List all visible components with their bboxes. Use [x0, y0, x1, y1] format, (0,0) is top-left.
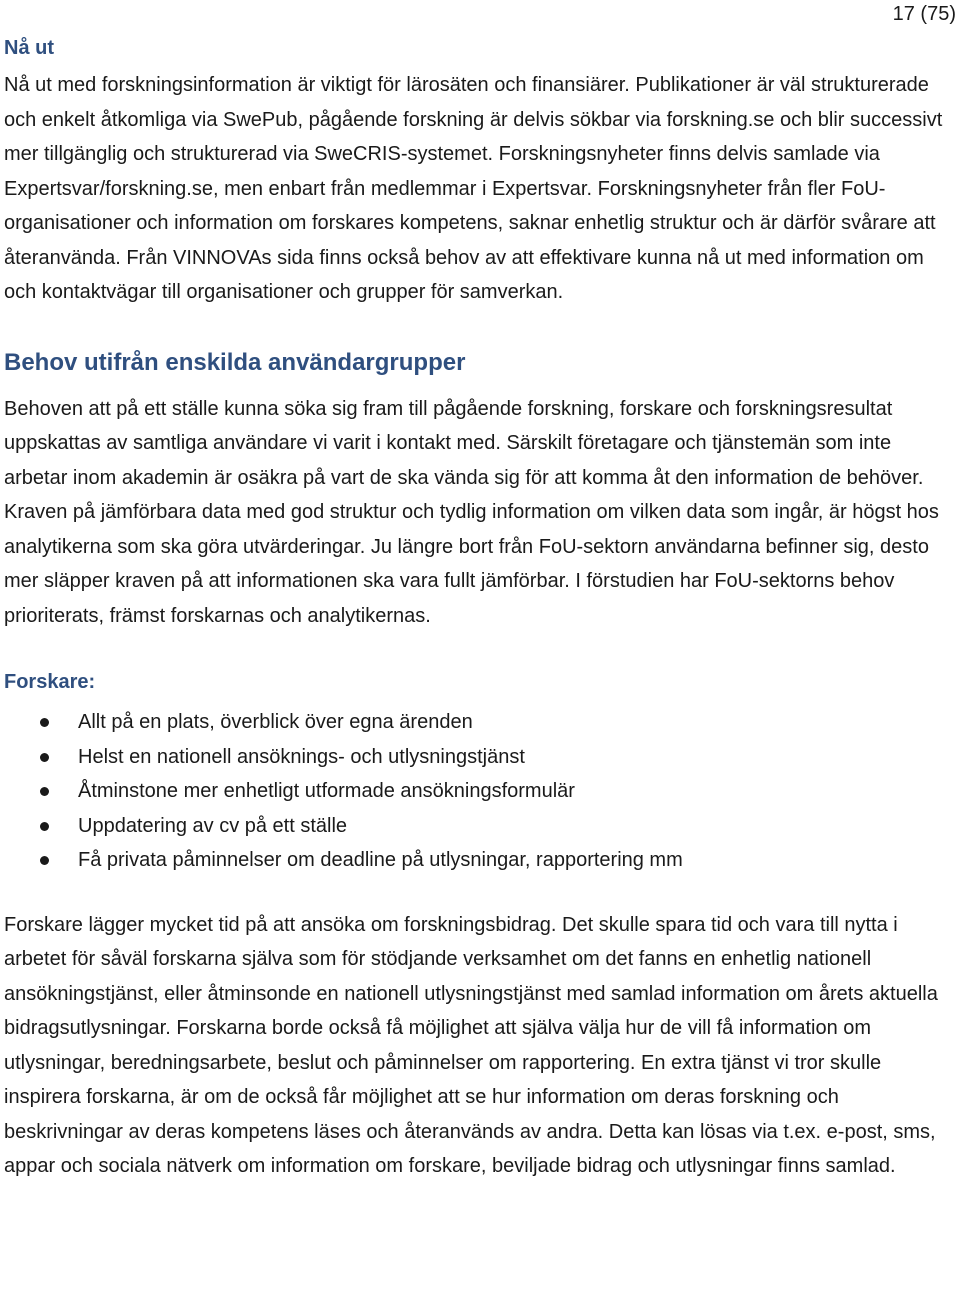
- list-item: [4, 809, 954, 844]
- intro-paragraph: Nå ut med forskningsinformation är viktigt för lärosäten och finansiärer. Publikationer är väl strukturerade och enkelt åtkomliga via SwePub, pågående forskning är delvis sökbar via forskning.se och blir successivt mer tillgänglig och strukturerad via SweCRIS-systemet. Forskningsnyheter finns delvis samlade via Expertsvar/forskning.se, men enbart från medlemmar i Expertsvar. Forskningsnyheter från fler FoU-organisationer och information om forskares kompetens, saknar enhetlig struktur och är därför svårare att återanvända. Från VINNOVAs sida finns också behov av att effektivare kunna nå ut med information om och kontaktvägar till organisationer och grupper för samverkan.: [4, 74, 943, 303]
- list-item: [4, 774, 954, 809]
- list-item: [4, 843, 954, 878]
- page-number: 17 (75): [892, 3, 956, 25]
- section-heading-forskare: Forskare:: [4, 671, 96, 693]
- list-item-text: Uppdatering av cv på ett ställe: [78, 814, 348, 837]
- bullet-icon: [40, 856, 49, 865]
- needs-paragraph: Behoven att på ett ställe kunna söka sig fram till pågående forskning, forskare och forskningsresultat uppskattas av samtliga användare vi varit i kontakt med. Särskilt företagare och tjänstemän som inte arbetar inom akademin är osäkra på vart de ska vända sig för att komma åt den information de behöver. Kraven på jämförbara data med god struktur och tydlig information om vilken data som ingår, är högst hos analytikerna som ska göra utvärderingar. Ju längre bort från FoU-sektorn användarna befinner sig, desto mer släpper kraven på att informationen ska vara fullt jämförbar. I förstudien har FoU-sektorns behov prioriterats, främst forskarnas och analytikernas.: [4, 397, 939, 627]
- bullet-icon: [40, 753, 49, 762]
- bullet-icon: [40, 787, 49, 796]
- list-item-text: Åtminstone mer enhetligt utformade ansökningsformulär: [78, 780, 575, 802]
- document-body: [4, 34, 954, 1184]
- list-item-text: Få privata påminnelser om deadline på utlysningar, rapportering mm: [78, 849, 683, 871]
- section-heading-behov: Behov utifrån enskilda användargrupper: [4, 348, 466, 376]
- researchers-paragraph: Forskare lägger mycket tid på att ansöka om forskningsbidrag. Det skulle spara tid och vara till nytta i arbetet för såväl forskarna själva som för stödjande verksamhet om det fanns en enhetlig nationell ansökningstjänst, eller åtminsonde en nationell utlysningstjänst med samlad information om årets aktuella bidragsutlysningar. Forskarna borde också få möjlighet att själva välja hur de vill få information om utlysningar, beredningsarbete, beslut och påminnelser om rapportering. En extra tjänst vi tror skulle inspirera forskarna, är om de också får möjlighet att se hur information om deras forskning och beskrivningar av deras kompetens läses och återanvänds av andra. Detta kan lösas via t.ex. e-post, sms, appar och sociala nätverk om information om forskare, beviljade bidrag och utlysningar finns samlad.: [4, 913, 938, 1177]
- researcher-needs-list: [4, 705, 954, 878]
- list-item-text: Allt på en plats, överblick över egna ärenden: [78, 711, 473, 733]
- list-item: [4, 740, 954, 775]
- list-item-text: Helst en nationell ansöknings- och utlysningstjänst: [78, 745, 525, 768]
- list-item: [4, 705, 954, 740]
- bullet-icon: [40, 718, 49, 727]
- bullet-icon: [40, 822, 49, 831]
- section-heading-na-ut: Nå ut: [4, 37, 54, 59]
